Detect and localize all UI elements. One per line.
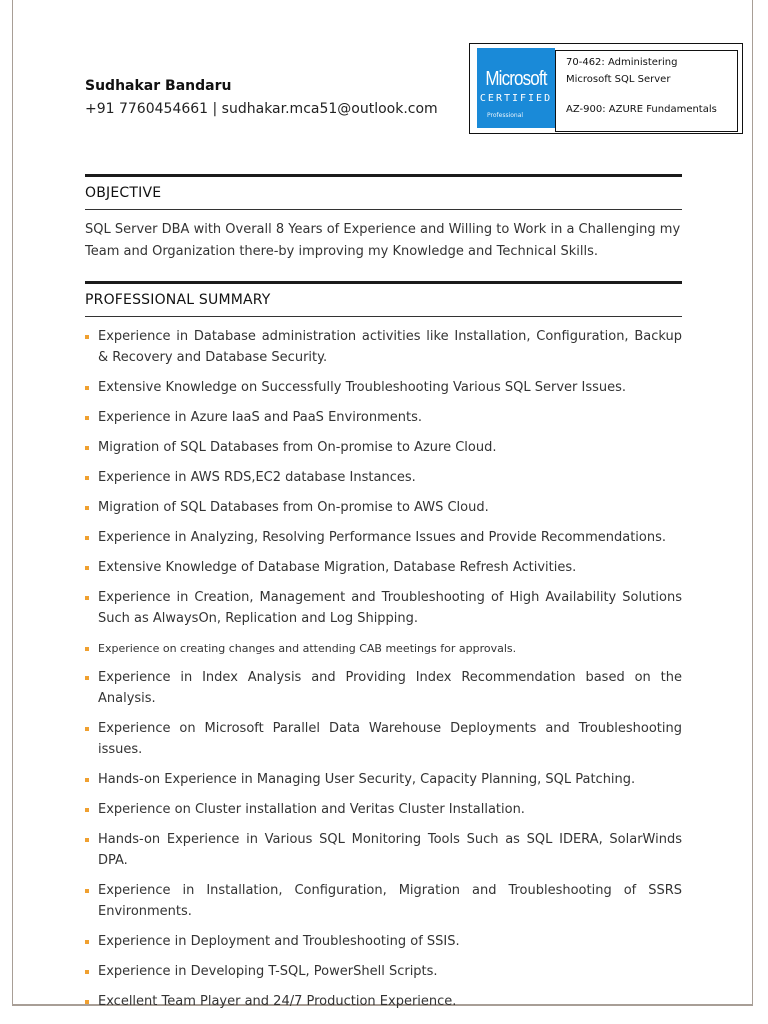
objective-text: SQL Server DBA with Overall 8 Years of Experience and Willing to Work in a Challenging my Team and Organization there-by improving my Knowledge and Technical Skills.	[85, 222, 681, 259]
cert-70-462-line2: Microsoft SQL Server	[566, 74, 671, 85]
list-item	[85, 931, 682, 952]
list-item	[85, 638, 682, 659]
cert-70-462-line1: 70-462: Administering	[566, 57, 678, 68]
list-item-text: Extensive Knowledge of Database Migration, Database Refresh Activities.	[98, 560, 577, 575]
list-item-text: Experience on Cluster installation and Veritas Cluster Installation.	[98, 802, 525, 817]
list-item-text: Experience in Index Analysis and Providing Index Recommendation based on the Analysis.	[98, 670, 682, 706]
list-item-text: Hands-on Experience in Various SQL Monitoring Tools Such as SQL IDERA, SolarWinds DPA.	[98, 832, 682, 868]
list-item	[85, 718, 682, 760]
list-item	[85, 587, 682, 629]
professional-summary-list	[85, 326, 682, 1021]
bullet-square-icon	[85, 596, 89, 600]
list-item	[85, 769, 682, 790]
list-item	[85, 407, 682, 428]
bullet-square-icon	[85, 676, 89, 680]
list-item	[85, 437, 682, 458]
bullet-square-icon	[85, 727, 89, 731]
bullet-square-icon	[85, 446, 89, 450]
list-item	[85, 799, 682, 820]
bullet-square-icon	[85, 778, 89, 782]
list-item-text: Excellent Team Player and 24/7 Production Experience.	[98, 994, 457, 1009]
list-item-text: Experience in Analyzing, Resolving Performance Issues and Provide Recommendations.	[98, 530, 666, 545]
list-item	[85, 527, 682, 548]
candidate-name: Sudhakar Bandaru	[85, 78, 232, 94]
bullet-square-icon	[85, 506, 89, 510]
list-item-text: Experience in Azure IaaS and PaaS Environments.	[98, 410, 422, 425]
list-item-text: Experience in Installation, Configuration, Migration and Troubleshooting of SSRS Environments.	[98, 883, 682, 919]
logo-text-professional: Professional	[487, 112, 524, 119]
summary-top-rule	[85, 281, 682, 284]
list-item-text: Experience on Microsoft Parallel Data Warehouse Deployments and Troubleshooting issues.	[98, 721, 682, 757]
bullet-square-icon	[85, 386, 89, 390]
list-item	[85, 991, 682, 1012]
list-item-text: Experience in AWS RDS,EC2 database Instances.	[98, 470, 416, 485]
list-item-text: Experience in Database administration activities like Installation, Configuration, Backup & Recovery and Database Security.	[98, 329, 682, 365]
list-item-text: Experience in Creation, Management and Troubleshooting of High Availability Solutions Such as AlwaysOn, Replication and Log Shipping.	[98, 590, 682, 626]
bullet-square-icon	[85, 566, 89, 570]
bullet-square-icon	[85, 808, 89, 812]
summary-bottom-rule	[85, 316, 682, 317]
list-item	[85, 377, 682, 398]
bullet-square-icon	[85, 476, 89, 480]
bullet-square-icon	[85, 416, 89, 420]
list-item	[85, 880, 682, 922]
microsoft-certified-logo	[477, 48, 555, 128]
bullet-square-icon	[85, 536, 89, 540]
objective-heading: OBJECTIVE	[85, 185, 162, 201]
objective-bottom-rule	[85, 209, 682, 210]
list-item-text: Extensive Knowledge on Successfully Troubleshooting Various SQL Server Issues.	[98, 380, 627, 395]
bullet-square-icon	[85, 970, 89, 974]
bullet-square-icon	[85, 335, 89, 339]
bullet-square-icon	[85, 838, 89, 842]
list-item	[85, 667, 682, 709]
bullet-square-icon	[85, 889, 89, 893]
list-item-text: Experience in Developing T-SQL, PowerShell Scripts.	[98, 964, 438, 979]
list-item	[85, 961, 682, 982]
list-item	[85, 326, 682, 368]
list-item	[85, 829, 682, 871]
bullet-square-icon	[85, 647, 89, 651]
list-item-text: Experience in Deployment and Troubleshooting of SSIS.	[98, 934, 460, 949]
list-item-text: Migration of SQL Databases from On-promise to AWS Cloud.	[98, 500, 489, 515]
objective-top-rule	[85, 174, 682, 177]
list-item-text: Experience on creating changes and attending CAB meetings for approvals.	[98, 642, 517, 655]
list-item	[85, 467, 682, 488]
bullet-square-icon	[85, 940, 89, 944]
list-item	[85, 497, 682, 518]
list-item-text: Hands-on Experience in Managing User Security, Capacity Planning, SQL Patching.	[98, 772, 636, 787]
contact-info: +91 7760454661 | sudhakar.mca51@outlook.com	[85, 101, 438, 117]
logo-text-certified: CERTIFIED	[479, 93, 553, 104]
list-item	[85, 557, 682, 578]
logo-text-microsoft: Microsoft	[485, 68, 547, 90]
cert-az-900: AZ-900: AZURE Fundamentals	[566, 104, 717, 115]
list-item-text: Migration of SQL Databases from On-promise to Azure Cloud.	[98, 440, 497, 455]
summary-heading: PROFESSIONAL SUMMARY	[85, 292, 271, 308]
bullet-square-icon	[85, 1000, 89, 1004]
